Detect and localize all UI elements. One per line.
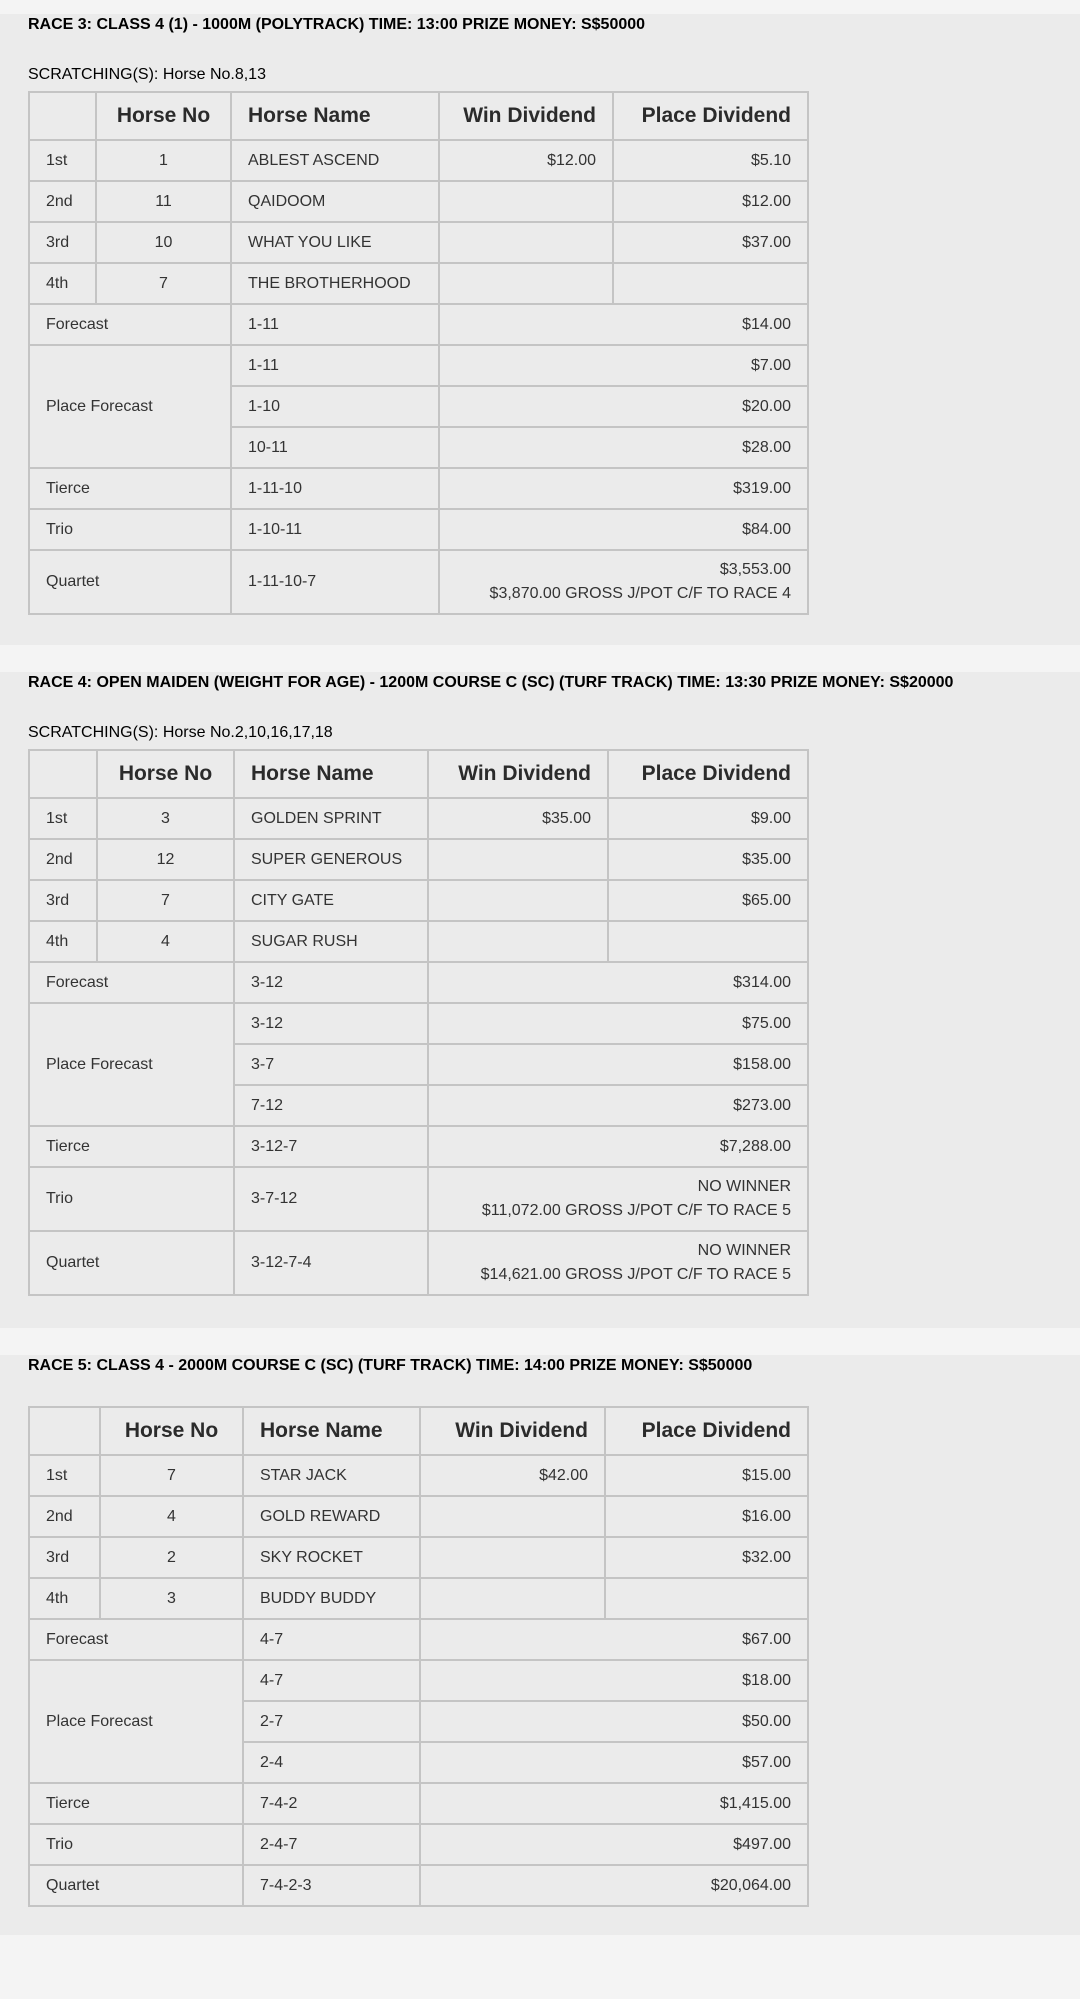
placing-position: 1st	[29, 1455, 100, 1496]
horse-name: SKY ROCKET	[243, 1537, 420, 1578]
bet-dividend: $50.00	[420, 1701, 808, 1742]
bet-combination: 3-12	[234, 962, 428, 1003]
horse-no: 11	[96, 181, 231, 222]
win-dividend	[420, 1496, 605, 1537]
bet-combination: 10-11	[231, 427, 439, 468]
bet-type-label: Tierce	[29, 1783, 243, 1824]
bet-combination: 4-7	[243, 1619, 420, 1660]
horse-name: WHAT YOU LIKE	[231, 222, 439, 263]
horse-name: QAIDOOM	[231, 181, 439, 222]
table-header-row	[29, 750, 808, 798]
bet-dividend: $314.00	[428, 962, 808, 1003]
col-header-horse-no: Horse No	[100, 1407, 243, 1455]
bet-combination: 1-11	[231, 304, 439, 345]
horse-no: 10	[96, 222, 231, 263]
horse-no: 7	[96, 263, 231, 304]
race-3-section	[0, 14, 1080, 645]
bet-dividend-cell	[428, 1231, 808, 1295]
bet-dividend: NO WINNER	[697, 1178, 791, 1195]
win-dividend	[420, 1537, 605, 1578]
win-dividend	[428, 880, 608, 921]
bet-type-label: Tierce	[29, 468, 231, 509]
bet-type-label: Forecast	[29, 304, 231, 345]
place-dividend: $65.00	[608, 880, 808, 921]
win-dividend	[428, 921, 608, 962]
tierce-row	[29, 468, 808, 509]
col-header-horse-no: Horse No	[96, 92, 231, 140]
placing-position: 4th	[29, 1578, 100, 1619]
table-row	[29, 1537, 808, 1578]
col-header-horse-name: Horse Name	[231, 92, 439, 140]
table-row	[29, 1455, 808, 1496]
horse-no: 7	[97, 880, 234, 921]
table-row	[29, 1496, 808, 1537]
bet-type-label: Quartet	[29, 550, 231, 614]
results-table	[28, 1406, 809, 1907]
horse-no: 2	[100, 1537, 243, 1578]
win-dividend	[439, 181, 613, 222]
bet-type-label: Trio	[29, 1167, 234, 1231]
placing-position: 3rd	[29, 880, 97, 921]
jackpot-note: $14,621.00 GROSS J/POT C/F TO RACE 5	[480, 1266, 791, 1283]
bet-combination: 7-12	[234, 1085, 428, 1126]
horse-name: CITY GATE	[234, 880, 428, 921]
horse-name: STAR JACK	[243, 1455, 420, 1496]
bet-dividend: NO WINNER	[697, 1242, 791, 1259]
bet-combination: 2-4	[243, 1742, 420, 1783]
horse-no: 3	[100, 1578, 243, 1619]
place-dividend: $35.00	[608, 839, 808, 880]
bet-dividend: $57.00	[420, 1742, 808, 1783]
race-5-section	[0, 1355, 1080, 1935]
placing-position: 4th	[29, 263, 96, 304]
bet-dividend: $28.00	[439, 427, 808, 468]
bet-dividend: $84.00	[439, 509, 808, 550]
race-4-section	[0, 672, 1080, 1328]
place-dividend: $32.00	[605, 1537, 808, 1578]
horse-name: GOLD REWARD	[243, 1496, 420, 1537]
bet-combination: 3-12	[234, 1003, 428, 1044]
forecast-row	[29, 1619, 808, 1660]
place-dividend	[608, 921, 808, 962]
placing-position: 3rd	[29, 222, 96, 263]
place-dividend: $5.10	[613, 140, 808, 181]
bet-combination: 2-4-7	[243, 1824, 420, 1865]
place-dividend: $15.00	[605, 1455, 808, 1496]
bet-type-label: Forecast	[29, 1619, 243, 1660]
place-forecast-row	[29, 1003, 808, 1044]
table-row	[29, 181, 808, 222]
bet-type-label: Place Forecast	[29, 345, 231, 468]
place-dividend	[613, 263, 808, 304]
bet-combination: 1-11-10	[231, 468, 439, 509]
horse-no: 4	[97, 921, 234, 962]
place-forecast-row	[29, 345, 808, 386]
bet-combination: 7-4-2-3	[243, 1865, 420, 1906]
bet-combination: 1-10-11	[231, 509, 439, 550]
bet-dividend: $14.00	[439, 304, 808, 345]
col-header-place-dividend: Place Dividend	[613, 92, 808, 140]
table-header-row	[29, 92, 808, 140]
placing-position: 1st	[29, 140, 96, 181]
place-forecast-row	[29, 1660, 808, 1701]
bet-type-label: Trio	[29, 1824, 243, 1865]
bet-type-label: Place Forecast	[29, 1003, 234, 1126]
bet-combination: 1-10	[231, 386, 439, 427]
col-header-position	[29, 750, 97, 798]
col-header-position	[29, 92, 96, 140]
bet-combination: 3-12-7-4	[234, 1231, 428, 1295]
bet-dividend: $18.00	[420, 1660, 808, 1701]
quartet-row	[29, 1865, 808, 1906]
table-row	[29, 921, 808, 962]
horse-no: 12	[97, 839, 234, 880]
horse-name: SUPER GENEROUS	[234, 839, 428, 880]
win-dividend	[420, 1578, 605, 1619]
win-dividend: $12.00	[439, 140, 613, 181]
table-header-row	[29, 1407, 808, 1455]
bet-dividend: $319.00	[439, 468, 808, 509]
bet-combination: 2-7	[243, 1701, 420, 1742]
table-row	[29, 263, 808, 304]
scratching-text: SCRATCHING(S): Horse No.2,10,16,17,18	[28, 724, 333, 741]
win-dividend	[439, 222, 613, 263]
table-row	[29, 839, 808, 880]
bet-combination: 4-7	[243, 1660, 420, 1701]
col-header-win-dividend: Win Dividend	[420, 1407, 605, 1455]
horse-name: THE BROTHERHOOD	[231, 263, 439, 304]
results-table	[28, 91, 809, 615]
table-row	[29, 1578, 808, 1619]
bet-dividend: $20.00	[439, 386, 808, 427]
quartet-row	[29, 1231, 808, 1295]
win-dividend: $35.00	[428, 798, 608, 839]
placing-position: 2nd	[29, 181, 96, 222]
placing-position: 4th	[29, 921, 97, 962]
table-row	[29, 140, 808, 181]
bet-dividend: $20,064.00	[420, 1865, 808, 1906]
bet-type-label: Place Forecast	[29, 1660, 243, 1783]
trio-row	[29, 1167, 808, 1231]
place-dividend	[605, 1578, 808, 1619]
placing-position: 2nd	[29, 839, 97, 880]
horse-name: SUGAR RUSH	[234, 921, 428, 962]
col-header-horse-name: Horse Name	[243, 1407, 420, 1455]
tierce-row	[29, 1783, 808, 1824]
horse-name: GOLDEN SPRINT	[234, 798, 428, 839]
bet-combination: 7-4-2	[243, 1783, 420, 1824]
place-dividend: $16.00	[605, 1496, 808, 1537]
results-table	[28, 749, 809, 1296]
win-dividend	[439, 263, 613, 304]
place-dividend: $37.00	[613, 222, 808, 263]
bet-dividend: $7,288.00	[428, 1126, 808, 1167]
bet-type-label: Trio	[29, 509, 231, 550]
col-header-place-dividend: Place Dividend	[605, 1407, 808, 1455]
col-header-win-dividend: Win Dividend	[428, 750, 608, 798]
col-header-position	[29, 1407, 100, 1455]
bet-type-label: Tierce	[29, 1126, 234, 1167]
trio-row	[29, 509, 808, 550]
win-dividend	[428, 839, 608, 880]
trio-row	[29, 1824, 808, 1865]
bet-dividend-cell	[428, 1167, 808, 1231]
placing-position: 2nd	[29, 1496, 100, 1537]
horse-no: 3	[97, 798, 234, 839]
race-title: RACE 4: OPEN MAIDEN (WEIGHT FOR AGE) - 1200M COURSE C (SC) (TURF TRACK) TIME: 13:30 PRIZE MONEY: S$20000	[28, 674, 954, 691]
race-title: RACE 3: CLASS 4 (1) - 1000M (POLYTRACK) TIME: 13:00 PRIZE MONEY: S$50000	[28, 16, 646, 33]
horse-no: 4	[100, 1496, 243, 1537]
horse-name: BUDDY BUDDY	[243, 1578, 420, 1619]
horse-no: 7	[100, 1455, 243, 1496]
col-header-horse-no: Horse No	[97, 750, 234, 798]
table-row	[29, 880, 808, 921]
bet-combination: 1-11	[231, 345, 439, 386]
col-header-win-dividend: Win Dividend	[439, 92, 613, 140]
bet-dividend: $75.00	[428, 1003, 808, 1044]
bet-type-label: Quartet	[29, 1865, 243, 1906]
bet-dividend: $1,415.00	[420, 1783, 808, 1824]
forecast-row	[29, 304, 808, 345]
horse-no: 1	[96, 140, 231, 181]
scratching-text: SCRATCHING(S): Horse No.8,13	[28, 66, 266, 83]
place-dividend: $9.00	[608, 798, 808, 839]
bet-dividend: $273.00	[428, 1085, 808, 1126]
placing-position: 1st	[29, 798, 97, 839]
bet-combination: 3-7	[234, 1044, 428, 1085]
bet-dividend: $3,553.00	[719, 561, 791, 578]
bet-type-label: Forecast	[29, 962, 234, 1003]
race-title: RACE 5: CLASS 4 - 2000M COURSE C (SC) (TURF TRACK) TIME: 14:00 PRIZE MONEY: S$50000	[28, 1357, 753, 1374]
bet-dividend-cell	[439, 550, 808, 614]
placing-position: 3rd	[29, 1537, 100, 1578]
bet-combination: 3-7-12	[234, 1167, 428, 1231]
quartet-row	[29, 550, 808, 614]
bet-combination: 1-11-10-7	[231, 550, 439, 614]
col-header-place-dividend: Place Dividend	[608, 750, 808, 798]
bet-dividend: $7.00	[439, 345, 808, 386]
bet-type-label: Quartet	[29, 1231, 234, 1295]
tierce-row	[29, 1126, 808, 1167]
bet-dividend: $158.00	[428, 1044, 808, 1085]
bet-dividend: $497.00	[420, 1824, 808, 1865]
forecast-row	[29, 962, 808, 1003]
table-row	[29, 222, 808, 263]
bet-dividend: $67.00	[420, 1619, 808, 1660]
place-dividend: $12.00	[613, 181, 808, 222]
horse-name: ABLEST ASCEND	[231, 140, 439, 181]
table-row	[29, 798, 808, 839]
bet-combination: 3-12-7	[234, 1126, 428, 1167]
jackpot-note: $3,870.00 GROSS J/POT C/F TO RACE 4	[489, 585, 791, 602]
col-header-horse-name: Horse Name	[234, 750, 428, 798]
win-dividend: $42.00	[420, 1455, 605, 1496]
jackpot-note: $11,072.00 GROSS J/POT C/F TO RACE 5	[481, 1202, 791, 1219]
